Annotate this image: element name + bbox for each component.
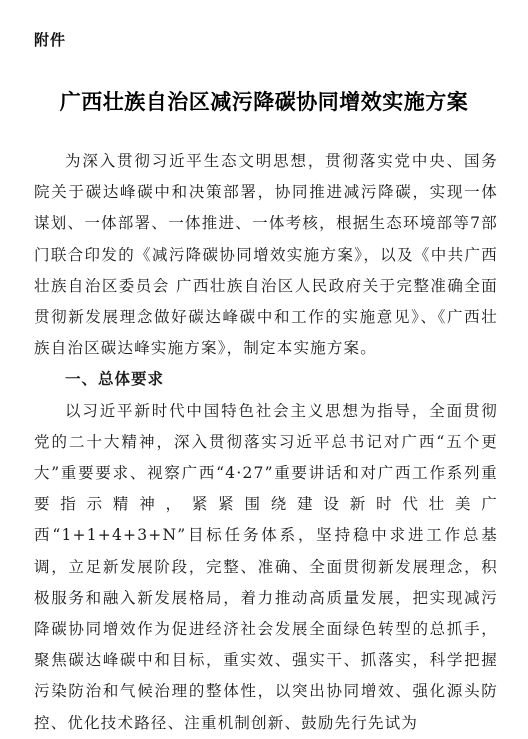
document-body (34, 146, 498, 739)
document-title: 广西壮族自治区减污降碳协同增效实施方案 (59, 89, 469, 114)
section-heading: 一、总体要求 (65, 370, 165, 389)
attachment-label: 附件 (34, 31, 67, 49)
section-paragraph: 以习近平新时代中国特色社会主义思想为指导，全面贯彻党的二十大精神，深入贯彻落实习近平总书记对广西“五个更大”重要要求、视察广西“4·27”重要讲话和对广西工作系列重要指示精神，紧紧围绕建设新时代壮美广西“1+1+4+3+N”目标任务体系，坚持稳中求进工作总基调，立足新发展阶段，完整、准确、全面贯彻新发展理念，积极服务和融入新发展格局，着力推动高质量发展，把实现减污降碳协同增效作为促进经济社会发展全面绿色转型的总抓手，聚焦碳达峰碳中和目标，重实效、强实干、抓落实，科学把握污染防治和气候治理的整体性，以突出协同增效、强化源头防控、优化技术路径、注重机制创新、鼓励先行先试为 (34, 401, 498, 732)
intro-paragraph: 为深入贯彻习近平生态文明思想，贯彻落实党中央、国务院关于碳达峰碳中和决策部署，协同推进减污降碳，实现一体谋划、一体部署、一体推进、一体考核，根据生态环境部等7部门联合印发的《减污降碳协同增效实施方案》，以及《中共广西壮族自治区委员会 广西壮族自治区人民政府关于完整准确全面贯彻新发展理念做好碳达峰碳中和工作的实施意见》、《广西壮族自治区碳达峰实施方案》，制定本实施方案。 (34, 152, 498, 358)
